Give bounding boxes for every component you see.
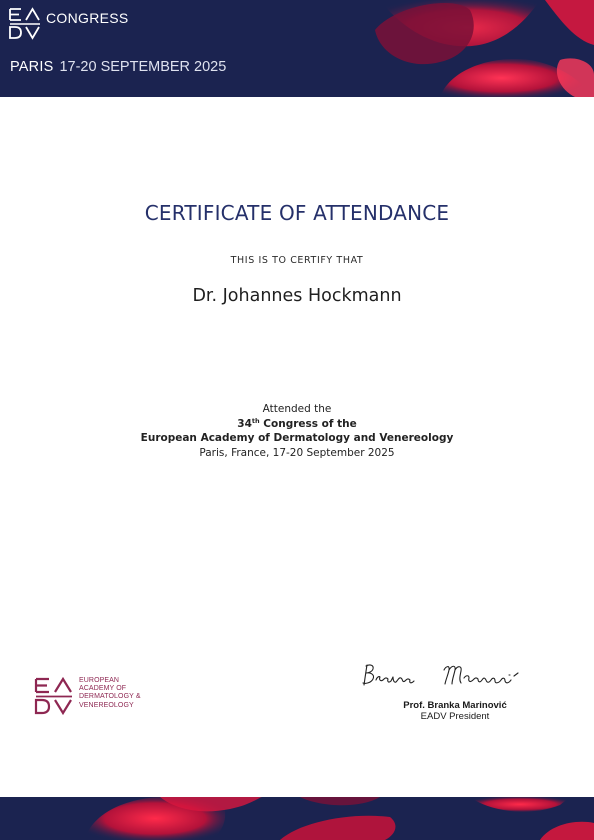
signer-name: Prof. Branka Marinović bbox=[403, 700, 507, 711]
eadv-logo-icon bbox=[9, 7, 41, 40]
academy-name-line: EUROPEAN bbox=[79, 677, 120, 684]
header-event-line bbox=[10, 58, 226, 76]
ordinal-suffix: th bbox=[251, 416, 260, 425]
signature-image bbox=[358, 656, 558, 696]
footer-banner bbox=[0, 797, 594, 840]
congress-line bbox=[0, 417, 594, 432]
academy-logo-icon bbox=[34, 676, 74, 716]
location-line: Paris, France, 17-20 September 2025 bbox=[199, 446, 395, 459]
congress-label: CONGRESS bbox=[46, 10, 129, 26]
attended-line: Attended the bbox=[262, 403, 332, 415]
certificate-title: CERTIFICATE OF ATTENDANCE bbox=[144, 201, 450, 225]
academy-name-line: VENEREOLOGY bbox=[79, 701, 134, 709]
academy-name-line: ACADEMY OF bbox=[79, 685, 127, 693]
certify-line: THIS IS TO CERTIFY THAT bbox=[230, 255, 364, 266]
academy-line: European Academy of Dermatology and Venereology bbox=[140, 432, 454, 444]
recipient-name: Dr. Johannes Hockmann bbox=[192, 286, 402, 306]
academy-name-line: DERMATOLOGY & bbox=[79, 693, 141, 701]
event-city: PARIS bbox=[10, 59, 54, 75]
congress-line-rest: Congress of the bbox=[259, 417, 357, 430]
footer-decoration bbox=[0, 797, 594, 840]
event-dates: 17-20 SEPTEMBER 2025 bbox=[59, 59, 227, 75]
attendance-details bbox=[0, 402, 594, 460]
signer-role: EADV President bbox=[420, 711, 490, 722]
academy-name bbox=[79, 677, 141, 710]
congress-ordinal: 34 bbox=[237, 417, 252, 430]
